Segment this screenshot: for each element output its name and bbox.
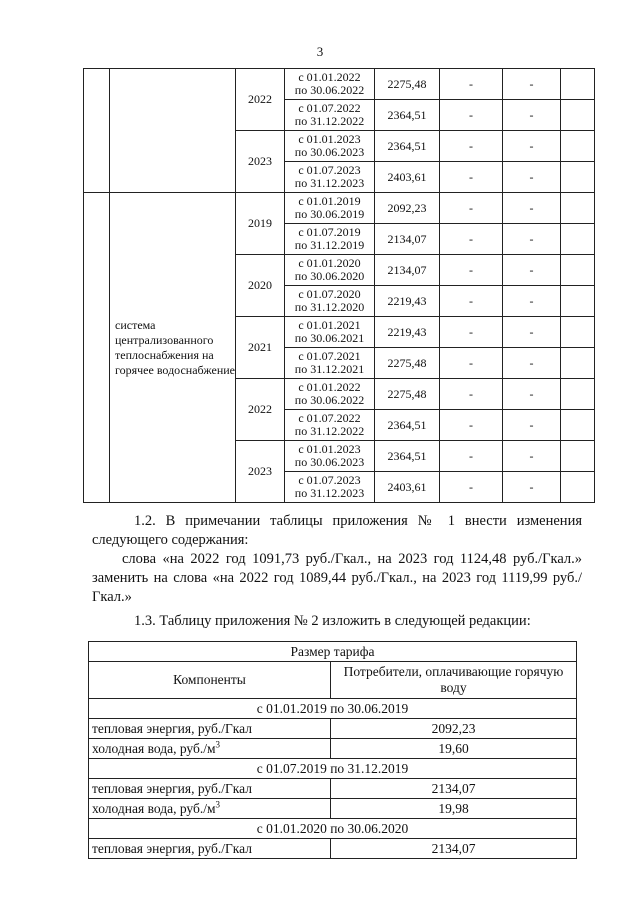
component-value-cell: 2134,07 xyxy=(331,779,577,799)
period-from: с 01.01.2020 xyxy=(298,256,361,270)
year-cell: 2019 xyxy=(236,193,285,255)
dash-cell: - xyxy=(440,193,503,224)
period-from: с 01.01.2022 xyxy=(298,70,361,84)
period-row-cell: с 01.01.2019 по 30.06.2019 xyxy=(89,699,577,719)
empty-cell xyxy=(561,162,595,193)
period-cell xyxy=(285,69,375,100)
period-from: с 01.01.2019 xyxy=(298,194,361,208)
period-cell xyxy=(285,193,375,224)
empty-cell xyxy=(84,193,110,503)
dash-cell: - xyxy=(503,255,561,286)
period-cell xyxy=(285,317,375,348)
table-row xyxy=(89,839,577,859)
period-cell xyxy=(285,348,375,379)
period-to: по 31.12.2019 xyxy=(294,238,365,252)
dash-cell: - xyxy=(440,255,503,286)
dash-cell: - xyxy=(440,379,503,410)
period-to: по 30.06.2023 xyxy=(294,455,365,469)
period-row xyxy=(89,819,577,839)
table-row xyxy=(84,193,595,224)
paragraph-1-3: 1.3. Таблицу приложения № 2 изложить в следующей редакции: xyxy=(134,613,531,629)
paragraph-1-2: 1.2. В примечании таблицы приложения № 1 внести изменения следующего содержания: xyxy=(92,513,582,548)
value-cell: 2092,23 xyxy=(375,193,440,224)
dash-cell: - xyxy=(503,286,561,317)
paragraph-replacement: слова «на 2022 год 1091,73 руб./Гкал., на 2023 год 1124,48 руб./Гкал.» заменить на слова «на 2022 год 1089,44 руб./Гкал., на 2023 год 1119,99 руб./Гкал.» xyxy=(92,551,582,605)
value-cell: 2364,51 xyxy=(375,410,440,441)
component-value-cell: 2134,07 xyxy=(331,839,577,859)
year-cell: 2022 xyxy=(236,379,285,441)
dash-cell: - xyxy=(440,286,503,317)
value-cell: 2403,61 xyxy=(375,472,440,503)
period-to: по 30.06.2022 xyxy=(294,83,365,97)
empty-cell xyxy=(561,131,595,162)
value-cell: 2364,51 xyxy=(375,441,440,472)
table-row xyxy=(89,739,577,759)
component-value-cell: 19,60 xyxy=(331,739,577,759)
year-cell: 2022 xyxy=(236,69,285,131)
period-from: с 01.07.2021 xyxy=(298,349,361,363)
period-from: с 01.07.2019 xyxy=(298,225,361,239)
period-to: по 31.12.2022 xyxy=(294,424,365,438)
period-cell xyxy=(285,255,375,286)
period-from: с 01.07.2020 xyxy=(298,287,361,301)
dash-cell: - xyxy=(503,131,561,162)
value-cell: 2403,61 xyxy=(375,162,440,193)
period-to: по 30.06.2023 xyxy=(294,145,365,159)
dash-cell: - xyxy=(503,100,561,131)
period-cell xyxy=(285,162,375,193)
period-to: по 31.12.2023 xyxy=(294,486,365,500)
dash-cell: - xyxy=(440,348,503,379)
period-from: с 01.07.2023 xyxy=(298,163,361,177)
value-cell: 2364,51 xyxy=(375,131,440,162)
period-to: по 31.12.2022 xyxy=(294,114,365,128)
empty-cell xyxy=(561,317,595,348)
component-name: тепловая энергия, руб./Гкал xyxy=(92,780,253,796)
table-row xyxy=(89,779,577,799)
dash-cell: - xyxy=(503,379,561,410)
period-row-cell: с 01.01.2020 по 30.06.2020 xyxy=(89,819,577,839)
empty-cell xyxy=(561,348,595,379)
empty-cell xyxy=(561,286,595,317)
dash-cell: - xyxy=(503,69,561,100)
unit-superscript: 3 xyxy=(215,739,221,749)
empty-cell xyxy=(561,379,595,410)
component-name: холодная вода, руб./м xyxy=(92,800,216,816)
period-from: с 01.07.2022 xyxy=(298,101,361,115)
period-from: с 01.07.2023 xyxy=(298,473,361,487)
component-name-cell xyxy=(89,839,331,859)
component-name-cell xyxy=(89,799,331,819)
period-to: по 31.12.2021 xyxy=(294,362,365,376)
dash-cell: - xyxy=(503,472,561,503)
table-row xyxy=(89,719,577,739)
page-number: 3 xyxy=(316,44,324,59)
table-row xyxy=(84,69,595,100)
period-row-cell: с 01.07.2019 по 31.12.2019 xyxy=(89,759,577,779)
period-cell xyxy=(285,410,375,441)
component-name-cell xyxy=(89,779,331,799)
value-cell: 2219,43 xyxy=(375,286,440,317)
dash-cell: - xyxy=(503,162,561,193)
empty-cell xyxy=(561,472,595,503)
value-cell: 2219,43 xyxy=(375,317,440,348)
component-value-cell: 2092,23 xyxy=(331,719,577,739)
period-from: с 01.01.2022 xyxy=(298,380,361,394)
components-table xyxy=(88,641,577,859)
empty-cell xyxy=(561,410,595,441)
component-name: холодная вода, руб./м xyxy=(92,740,216,756)
header-row xyxy=(89,642,577,662)
period-cell xyxy=(285,286,375,317)
period-cell xyxy=(285,379,375,410)
dash-cell: - xyxy=(440,162,503,193)
period-to: по 30.06.2021 xyxy=(294,331,365,345)
tariff-table xyxy=(83,68,595,503)
period-cell xyxy=(285,100,375,131)
component-value-cell: 19,98 xyxy=(331,799,577,819)
system-cell: система централизованного теплоснабжения на горячее водоснабжение xyxy=(110,193,236,503)
value-cell: 2275,48 xyxy=(375,379,440,410)
year-cell: 2020 xyxy=(236,255,285,317)
header-row xyxy=(89,662,577,699)
year-cell: 2021 xyxy=(236,317,285,379)
period-from: с 01.01.2023 xyxy=(298,132,361,146)
value-cell: 2134,07 xyxy=(375,255,440,286)
dash-cell: - xyxy=(503,348,561,379)
period-to: по 31.12.2023 xyxy=(294,176,365,190)
period-to: по 30.06.2020 xyxy=(294,269,365,283)
unit-superscript: 3 xyxy=(215,799,221,809)
period-row xyxy=(89,759,577,779)
value-cell: 2134,07 xyxy=(375,224,440,255)
period-cell xyxy=(285,472,375,503)
dash-cell: - xyxy=(440,317,503,348)
dash-cell: - xyxy=(440,69,503,100)
value-cell: 2275,48 xyxy=(375,69,440,100)
value-cell: 2275,48 xyxy=(375,348,440,379)
empty-cell xyxy=(561,193,595,224)
dash-cell: - xyxy=(440,131,503,162)
header-components-cell: Компоненты xyxy=(89,662,331,699)
period-to: по 31.12.2020 xyxy=(294,300,365,314)
dash-cell: - xyxy=(503,224,561,255)
period-cell xyxy=(285,441,375,472)
header-size-cell: Размер тарифа xyxy=(89,642,577,662)
header-consumers-cell: Потребители, оплачивающие горячую воду xyxy=(331,662,577,699)
dash-cell: - xyxy=(440,441,503,472)
empty-cell xyxy=(561,441,595,472)
period-from: с 01.01.2023 xyxy=(298,442,361,456)
dash-cell: - xyxy=(503,441,561,472)
year-cell: 2023 xyxy=(236,441,285,503)
empty-cell xyxy=(561,69,595,100)
period-from: с 01.07.2022 xyxy=(298,411,361,425)
dash-cell: - xyxy=(503,317,561,348)
dash-cell: - xyxy=(440,472,503,503)
component-name-cell xyxy=(89,739,331,759)
period-cell xyxy=(285,131,375,162)
component-name-cell xyxy=(89,719,331,739)
system-cell xyxy=(110,69,236,193)
dash-cell: - xyxy=(503,410,561,441)
year-cell: 2023 xyxy=(236,131,285,193)
period-from: с 01.01.2021 xyxy=(298,318,361,332)
period-row xyxy=(89,699,577,719)
value-cell: 2364,51 xyxy=(375,100,440,131)
dash-cell: - xyxy=(440,224,503,255)
empty-cell xyxy=(561,224,595,255)
period-cell xyxy=(285,224,375,255)
component-name: тепловая энергия, руб./Гкал xyxy=(92,720,253,736)
period-to: по 30.06.2022 xyxy=(294,393,365,407)
dash-cell: - xyxy=(440,410,503,441)
empty-cell xyxy=(561,255,595,286)
table-row xyxy=(89,799,577,819)
period-to: по 30.06.2019 xyxy=(294,207,365,221)
empty-cell xyxy=(84,69,110,193)
dash-cell: - xyxy=(440,100,503,131)
component-name: тепловая энергия, руб./Гкал xyxy=(92,840,253,856)
dash-cell: - xyxy=(503,193,561,224)
empty-cell xyxy=(561,100,595,131)
